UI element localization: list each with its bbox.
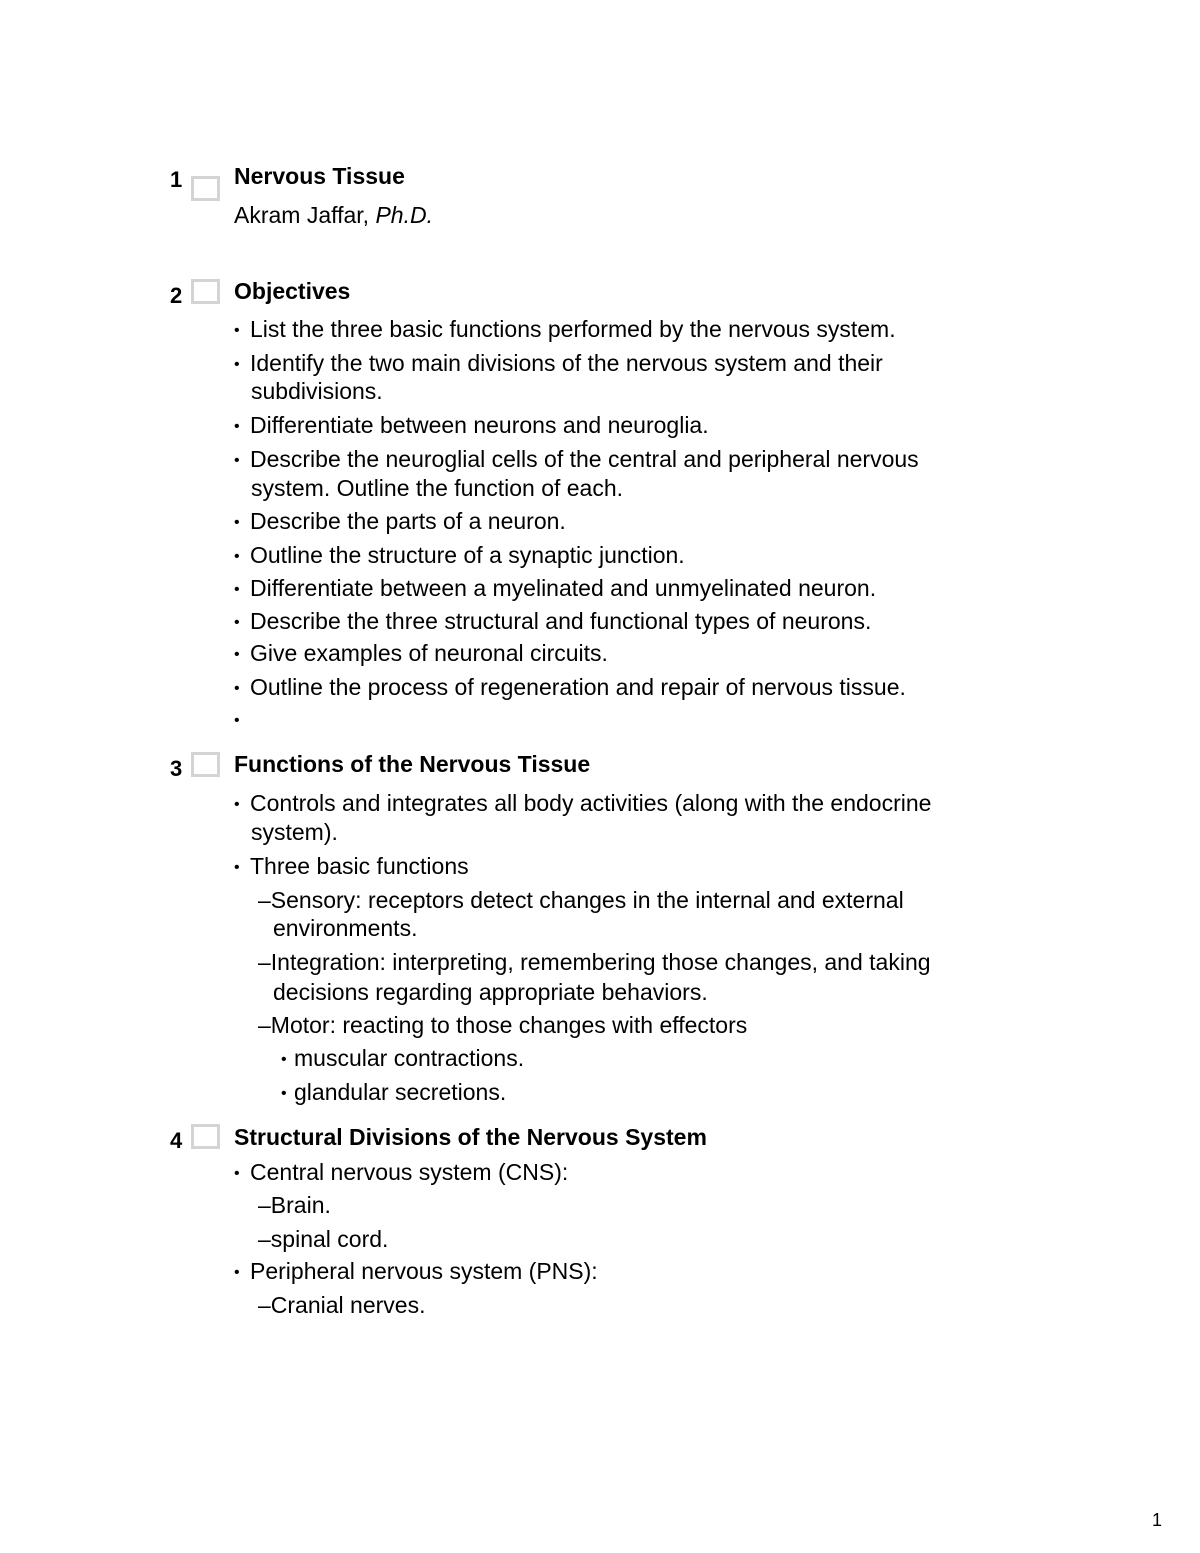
list-item: • Peripheral nervous system (PNS): <box>234 1258 598 1284</box>
bullet-glyph: • <box>234 712 240 729</box>
slide-title: Functions of the Nervous Tissue <box>234 751 591 777</box>
page-number: 1 <box>1152 1510 1163 1530</box>
list-item: • List the three basic functions performed by the nervous system. <box>234 316 896 342</box>
sub-list-item: –Cranial nerves. <box>258 1292 426 1318</box>
sub-list-item-continuation: environments. <box>273 915 418 941</box>
bullet-glyph: • <box>234 859 240 876</box>
list-item: • Describe the three structural and functional types of neurons. <box>234 608 872 634</box>
slide-thumbnail[interactable] <box>191 279 220 304</box>
list-item-continuation: system. Outline the function of each. <box>251 475 624 501</box>
bullet-glyph: • <box>234 680 240 697</box>
list-item-empty <box>234 706 250 733</box>
slide-thumbnail[interactable] <box>191 1124 220 1149</box>
slide-title: Structural Divisions of the Nervous System <box>234 1124 707 1150</box>
sub-list-item: –Motor: reacting to those changes with effectors <box>258 1012 748 1038</box>
bullet-glyph: • <box>281 1051 287 1068</box>
slide-number: 4 <box>170 1128 183 1153</box>
bullet-glyph: • <box>234 1165 240 1182</box>
list-item: • Controls and integrates all body activities (along with the endocrine <box>234 790 932 816</box>
slide-number: 3 <box>170 756 183 781</box>
bullet-glyph: • <box>234 452 240 469</box>
list-item: • Differentiate between a myelinated and unmyelinated neuron. <box>234 575 877 601</box>
sub-list-item-continuation: decisions regarding appropriate behaviors. <box>273 979 708 1005</box>
slide-title: Objectives <box>234 278 351 304</box>
sub-list-item: –spinal cord. <box>258 1226 389 1252</box>
list-item-continuation: subdivisions. <box>251 378 383 404</box>
bullet-glyph: • <box>234 418 240 435</box>
bullet-glyph: • <box>234 322 240 339</box>
bullet-glyph: • <box>234 646 240 663</box>
sub-list-item: –Brain. <box>258 1192 331 1218</box>
sub-sub-list-item: • muscular contractions. <box>281 1045 525 1071</box>
author-name: Akram Jaffar, <box>234 202 376 228</box>
author-degree: Ph.D. <box>375 202 433 228</box>
sub-list-item: –Integration: interpreting, remembering those changes, and taking <box>258 949 931 975</box>
bullet-glyph: • <box>234 581 240 598</box>
bullet-glyph: • <box>234 356 240 373</box>
list-item: • Give examples of neuronal circuits. <box>234 640 608 666</box>
slide-thumbnail[interactable] <box>191 752 220 777</box>
list-item: • Identify the two main divisions of the nervous system and their <box>234 350 883 376</box>
bullet-glyph: • <box>234 1264 240 1281</box>
sub-sub-list-item: • glandular secretions. <box>281 1079 507 1105</box>
bullet-glyph: • <box>281 1085 287 1102</box>
bullet-glyph: • <box>234 514 240 531</box>
list-item-continuation: system). <box>251 819 338 845</box>
slide-title: Nervous Tissue <box>234 163 405 189</box>
list-item: • Three basic functions <box>234 853 469 879</box>
list-item: • Describe the neuroglial cells of the central and peripheral nervous <box>234 446 919 472</box>
slide-number: 1 <box>170 167 183 192</box>
author-line <box>234 202 433 229</box>
list-item: • Outline the process of regeneration and repair of nervous tissue. <box>234 674 906 700</box>
bullet-glyph: • <box>234 548 240 565</box>
sub-list-item: –Sensory: receptors detect changes in the internal and external <box>258 887 904 913</box>
slide-number: 2 <box>170 283 183 308</box>
list-item: • Describe the parts of a neuron. <box>234 508 566 534</box>
bullet-glyph: • <box>234 614 240 631</box>
bullet-glyph: • <box>234 796 240 813</box>
slide-thumbnail[interactable] <box>191 176 220 201</box>
list-item: • Central nervous system (CNS): <box>234 1159 569 1185</box>
list-item: • Differentiate between neurons and neuroglia. <box>234 412 709 438</box>
list-item: • Outline the structure of a synaptic junction. <box>234 542 685 568</box>
